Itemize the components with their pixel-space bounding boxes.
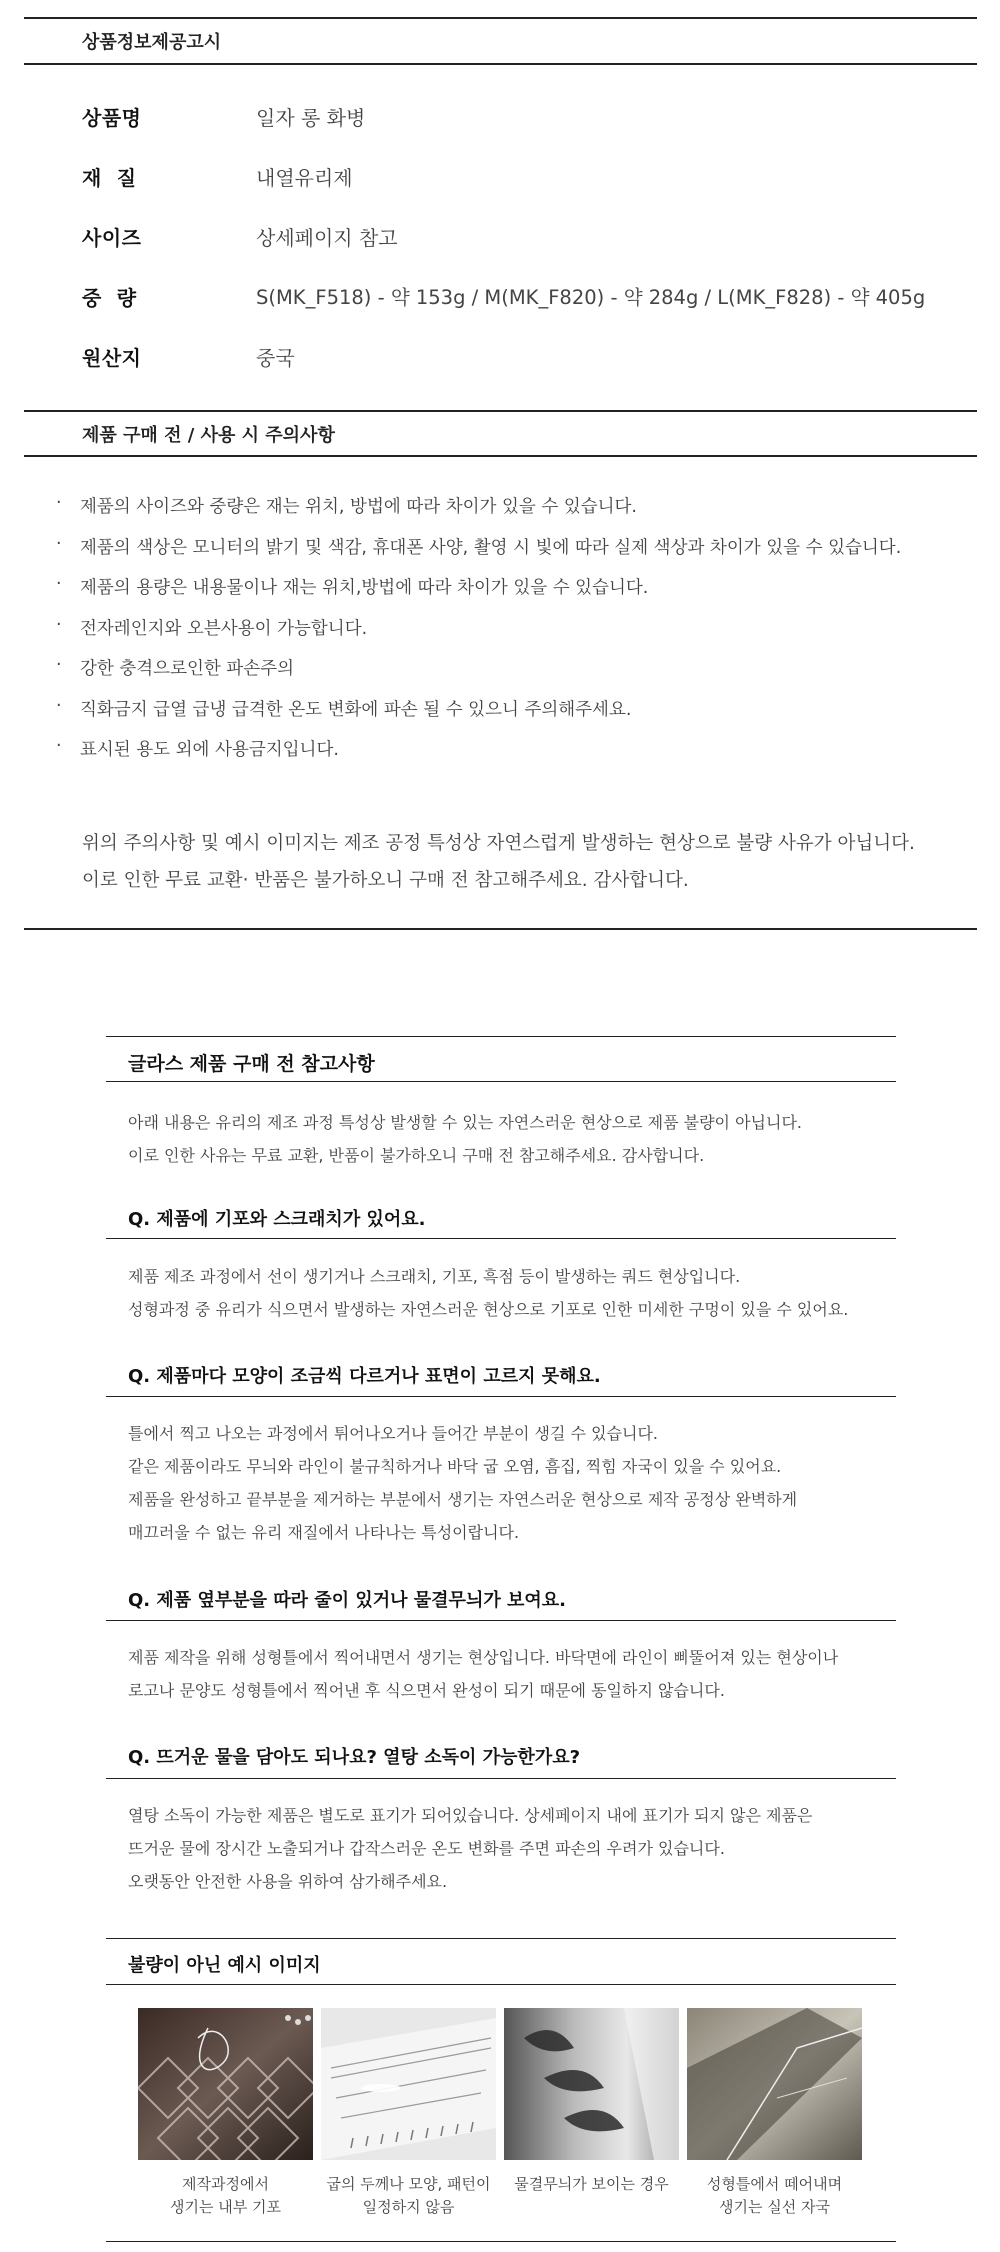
bullet-dot: · — [56, 736, 62, 756]
info-row-weight — [0, 282, 1000, 312]
qa-divider — [106, 1396, 896, 1397]
caption-line: 성형틀에서 떼어내며 — [706, 2175, 843, 2193]
glass-title-divider — [106, 1081, 896, 1082]
qa-answer-line: 제품을 완성하고 끝부분을 제거하는 부분에서 생기는 자연스러운 현상으로 제작 공정상 완벽하게 — [128, 1490, 798, 1509]
caution-text: 제품의 사이즈와 중량은 재는 위치, 방법에 따라 차이가 있을 수 있습니다. — [80, 497, 637, 517]
mold-line-photo — [687, 2008, 862, 2160]
caption-line: 물결무늬가 보이는 경우 — [514, 2175, 669, 2193]
example-caption — [321, 2173, 496, 2219]
info-value: 내열유리제 — [256, 166, 353, 190]
qa-answer-line: 성형과정 중 유리가 식으면서 발생하는 자연스러운 현상으로 기포로 인한 미세한 구멍이 있을 수 있어요. — [128, 1300, 849, 1319]
example-caption — [687, 2173, 862, 2219]
qa-question: Q. 제품 옆부분을 따라 줄이 있거나 물결무늬가 보여요. — [128, 1590, 566, 1611]
glass-intro-line: 아래 내용은 유리의 제조 과정 특성상 발생할 수 있는 자연스러운 현상으로 제품 불량이 아닙니다. — [128, 1113, 802, 1132]
qa-divider — [106, 1238, 896, 1239]
glass-section-title: 글라스 제품 구매 전 참고사항 — [128, 1053, 375, 1075]
qa-question: Q. 제품마다 모양이 조금씩 다르거나 표면이 고르지 못해요. — [128, 1366, 601, 1387]
caution-section-title: 제품 구매 전 / 사용 시 주의사항 — [82, 425, 335, 446]
caution-text: 전자레인지와 오븐사용이 가능합니다. — [80, 618, 368, 639]
qa-question: Q. 제품에 기포와 스크래치가 있어요. — [128, 1209, 426, 1230]
caution-text: 표시된 용도 외에 사용금지입니다. — [80, 740, 339, 760]
qa-answer-line: 틀에서 찍고 나오는 과정에서 튀어나오거나 들어간 부분이 생길 수 있습니다. — [128, 1424, 658, 1443]
bullet-dot: · — [56, 574, 62, 594]
list-item — [56, 534, 976, 575]
caption-line: 일정하지 않음 — [362, 2198, 455, 2216]
list-item — [56, 655, 976, 696]
examples-title-divider — [106, 1984, 896, 1985]
caution-text: 직화금지 급열 급냉 급격한 온도 변화에 파손 될 수 있으니 주의해주세요. — [80, 699, 632, 720]
qa-answer-line: 로고나 문양도 성형틀에서 찍어낸 후 식으면서 완성이 되기 때문에 동일하지 않습니다. — [128, 1681, 725, 1700]
top-divider — [24, 17, 977, 19]
caution-text: 강한 충격으로인한 파손주의 — [80, 659, 294, 679]
caution-bottom-divider — [24, 928, 977, 930]
info-label: 원산지 — [82, 346, 142, 370]
qa-answer-line: 제품 제작을 위해 성형틀에서 찍어내면서 생기는 현상입니다. 바닥면에 라인이 삐뚤어져 있는 현상이나 — [128, 1648, 839, 1667]
example-caption — [504, 2173, 679, 2196]
list-item — [56, 736, 976, 777]
bullet-dot: · — [56, 614, 62, 635]
info-row-size — [0, 222, 1000, 252]
info-label: 상품명 — [82, 106, 142, 130]
glass-intro-line: 이로 인한 사유는 무료 교환, 반품이 불가하오니 구매 전 참고해주세요. 감사합니다. — [128, 1146, 705, 1165]
caution-note-line: 위의 주의사항 및 예시 이미지는 제조 공정 특성상 자연스럽게 발생하는 현상으로 불량 사유가 아닙니다. — [82, 833, 915, 854]
info-label: 재 질 — [82, 166, 137, 190]
info-title-divider — [24, 63, 977, 65]
qa-answer-line: 열탕 소독이 가능한 제품은 별도로 표기가 되어있습니다. 상세페이지 내에 표기가 되지 않은 제품은 — [128, 1806, 813, 1825]
bullet-dot: · — [56, 695, 62, 716]
caution-top-divider — [24, 410, 977, 412]
info-row-origin — [0, 342, 1000, 372]
uneven-base-photo — [321, 2008, 496, 2160]
qa-question: Q. 뜨거운 물을 담아도 되나요? 열탕 소독이 가능한가요? — [128, 1747, 581, 1768]
info-label: 중 량 — [82, 286, 137, 310]
caution-title-divider — [24, 455, 977, 457]
info-value: 일자 롱 화병 — [256, 106, 366, 130]
bullet-dot: · — [56, 493, 62, 513]
list-item — [56, 493, 976, 534]
examples-section-title: 불량이 아닌 예시 이미지 — [128, 1955, 321, 1976]
caution-text: 제품의 용량은 내용물이나 재는 위치,방법에 따라 차이가 있을 수 있습니다. — [80, 578, 649, 598]
qa-answer-line: 제품 제조 과정에서 선이 생기거나 스크래치, 기포, 흑점 등이 발생하는 쿼드 현상입니다. — [128, 1267, 741, 1286]
caution-note-line: 이로 인한 무료 교환· 반품은 불가하오니 구매 전 참고해주세요. 감사합니다. — [82, 870, 689, 891]
list-item — [56, 696, 976, 737]
example-caption — [138, 2173, 313, 2219]
bottom-divider — [106, 2241, 896, 2242]
glass-top-divider — [106, 1036, 896, 1037]
bullet-dot: · — [56, 655, 62, 675]
qa-answer-line: 같은 제품이라도 무늬와 라인이 불규칙하거나 바닥 굽 오염, 흠집, 찍힘 자국이 있을 수 있어요. — [128, 1457, 782, 1476]
info-label: 사이즈 — [82, 226, 142, 250]
caption-line: 생기는 실선 자국 — [719, 2198, 830, 2216]
qa-divider — [106, 1620, 896, 1621]
caption-line: 생기는 내부 기포 — [170, 2198, 281, 2216]
info-row-material — [0, 162, 1000, 192]
caption-line: 제작과정에서 — [182, 2175, 269, 2193]
info-row-name — [0, 102, 1000, 132]
qa-answer-line: 뜨거운 물에 장시간 노출되거나 갑작스러운 온도 변화를 주면 파손의 우려가 있습니다. — [128, 1839, 725, 1858]
list-item — [56, 574, 976, 615]
qa-answer-line: 오랫동안 안전한 사용을 위하여 삼가해주세요. — [128, 1872, 448, 1891]
caution-list — [56, 493, 976, 777]
qa-divider — [106, 1778, 896, 1779]
qa-answer-line: 매끄러울 수 없는 유리 재질에서 나타나는 특성이랍니다. — [128, 1523, 520, 1542]
info-section-title: 상품정보제공고시 — [82, 32, 222, 53]
info-value: 중국 — [256, 346, 295, 370]
caption-line: 굽의 두께나 모양, 패턴이 — [326, 2175, 491, 2193]
info-value: 상세페이지 참고 — [256, 226, 398, 250]
examples-top-divider — [106, 1938, 896, 1939]
info-value: S(MK_F518) - 약 153g / M(MK_F820) - 약 284g / L(MK_F828) - 약 405g — [256, 286, 926, 309]
list-item — [56, 615, 976, 656]
bullet-dot: · — [56, 533, 62, 554]
wave-pattern-photo — [504, 2008, 679, 2160]
caution-text: 제품의 색상은 모니터의 밝기 및 색감, 휴대폰 사양, 촬영 시 빛에 따라 실제 색상과 차이가 있을 수 있습니다. — [80, 537, 902, 558]
inner-bubble-photo — [138, 2008, 313, 2160]
